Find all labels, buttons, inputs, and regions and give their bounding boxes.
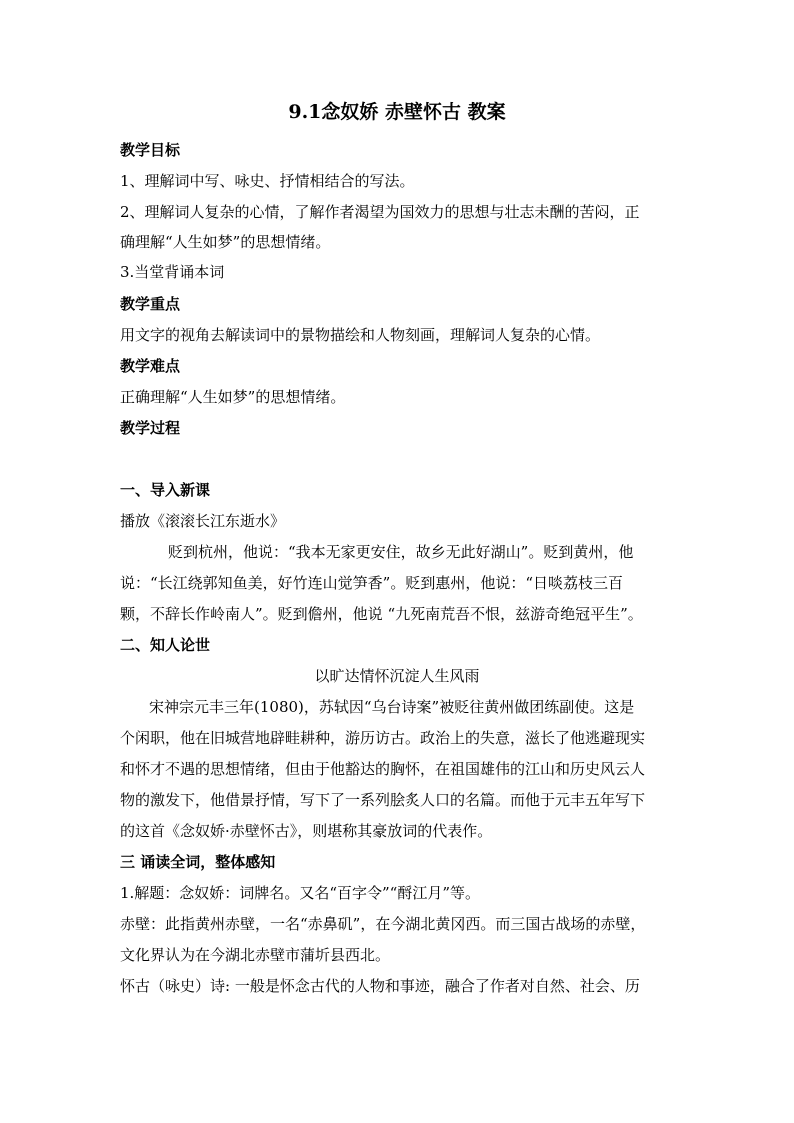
difficulty-text: 正确理解“人生如梦”的思想情绪。 (120, 388, 346, 406)
objective-line: 3.当堂背诵本词 (120, 263, 225, 281)
section2-heading: 二、知人论世 (120, 636, 211, 654)
difficulty-heading: 教学难点 (120, 357, 181, 375)
section2-line: 宋神宗元丰三年(1080)，苏轼因“乌台诗案”被贬往黄州做团练副使。这是 (149, 698, 635, 716)
section3-heading: 三 诵读全词，整体感知 (120, 853, 276, 871)
section1-heading: 一、导入新课 (120, 481, 211, 499)
section1-line: 颗，不辞长作岭南人”。贬到儋州，他说 “九死南荒吾不恨，兹游奇绝冠平生”。 (120, 605, 643, 623)
section3-line: 怀古（咏史）诗: 一般是怀念古代的人物和事迹，融合了作者对自然、社会、历 (120, 977, 640, 995)
section2-line: 和怀才不遇的思想情绪，但由于他豁达的胸怀，在祖国雄伟的江山和历史风云人 (120, 760, 646, 778)
document-title: 9.1念奴娇 赤壁怀古 教案 (288, 101, 506, 123)
section3-line: 1.解题：念奴娇：词牌名。又名“百字令”“酹江月”等。 (120, 884, 480, 902)
section1-line: 贬到杭州，他说：“我本无家更安住，故乡无此好湖山”。贬到黄州，他 (168, 543, 634, 561)
focus-text: 用文字的视角去解读词中的景物描绘和人物刻画，理解词人复杂的心情。 (120, 326, 601, 344)
section3-line: 文化界认为在今湖北赤壁市蒲圻县西北。 (120, 946, 391, 964)
objective-line: 1、理解词中写、咏史、抒情相结合的写法。 (120, 172, 415, 190)
section2-line: 个闲职，他在旧城营地辟畦耕种，游历访古。政治上的失意，滋长了他逃避现实 (120, 729, 646, 747)
process-heading: 教学过程 (120, 419, 181, 437)
section2-line: 物的激发下，他借景抒情，写下了一系列脍炙人口的名篇。而他于元丰五年写下 (120, 791, 646, 809)
objective-line: 2、理解词人复杂的心情，了解作者渴望为国效力的思想与壮志未酬的苦闷，正 (120, 203, 640, 221)
section1-line: 说：“长江绕郭知鱼美，好竹连山觉笋香”。贬到惠州，他说：“日啖荔枝三百 (120, 574, 624, 592)
section2-line: 的这首《念奴娇·赤壁怀古》，则堪称其豪放词的代表作。 (120, 822, 493, 840)
objectives-heading: 教学目标 (120, 141, 181, 159)
objective-line: 确理解“人生如梦”的思想情绪。 (120, 233, 331, 251)
section1-line: 播放《滚滚长江东逝水》 (120, 512, 286, 530)
section3-line: 赤壁：此指黄州赤壁，一名“赤鼻矶”，在今湖北黄冈西。而三国古战场的赤壁， (120, 915, 646, 933)
focus-heading: 教学重点 (120, 295, 181, 313)
section2-subtitle: 以旷达情怀沉淀人生风雨 (314, 667, 480, 685)
